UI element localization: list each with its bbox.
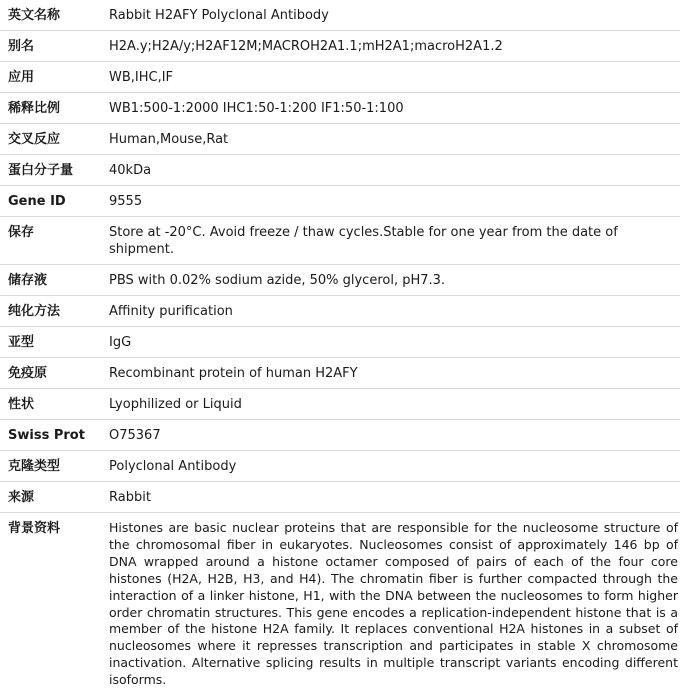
spec-row-application — [0, 62, 680, 93]
spec-row-cross-reactivity — [0, 124, 680, 155]
spec-row-buffer — [0, 265, 680, 296]
spec-key: 蛋白分子量 — [0, 155, 109, 186]
spec-row-isotype — [0, 327, 680, 358]
spec-value: O75367 — [109, 420, 680, 451]
spec-key: 应用 — [0, 62, 109, 93]
spec-value-background: Histones are basic nuclear proteins that are responsible for the nucleosome structure of the chromosomal fiber in eukaryotes. Nucleosomes consist of approximately 146 bp of DNA wrapped around a histone octamer composed of pairs of each of the four core histones (H2A, H2B, H3, and H4). The chromatin fiber is further compacted through the interaction of a linker histone, H1, with the DNA between the nucleosomes to form higher order chromatin structures. This gene encodes a replication-independent histone that is a member of the histone H2A family. It replaces conventional H2A histones in a subset of nucleosomes where it represses transcription and participates in stable X chromosome inactivation. Alternative splicing results in multiple transcript variants encoding different isoforms. — [109, 513, 680, 695]
spec-value: WB,IHC,IF — [109, 62, 680, 93]
spec-key: 背景资料 — [0, 513, 109, 695]
spec-value: H2A.y;H2A/y;H2AF12M;MACROH2A1.1;mH2A1;macroH2A1.2 — [109, 31, 680, 62]
spec-value: 40kDa — [109, 155, 680, 186]
spec-value: Rabbit — [109, 482, 680, 513]
spec-row-alias — [0, 31, 680, 62]
spec-value: PBS with 0.02% sodium azide, 50% glycerol, pH7.3. — [109, 265, 680, 296]
spec-key: 性状 — [0, 389, 109, 420]
spec-key: 稀释比例 — [0, 93, 109, 124]
spec-key: 交叉反应 — [0, 124, 109, 155]
spec-value: Recombinant protein of human H2AFY — [109, 358, 680, 389]
spec-value: Store at -20°C. Avoid freeze / thaw cycles.Stable for one year from the date of shipment. — [109, 217, 680, 265]
spec-value: Rabbit H2AFY Polyclonal Antibody — [109, 0, 680, 31]
spec-value: Human,Mouse,Rat — [109, 124, 680, 155]
spec-key: 英文名称 — [0, 0, 109, 31]
spec-key: 克隆类型 — [0, 451, 109, 482]
spec-row-gene-id — [0, 186, 680, 217]
spec-row-english-name — [0, 0, 680, 31]
spec-key: 来源 — [0, 482, 109, 513]
spec-value: 9555 — [109, 186, 680, 217]
spec-row-host — [0, 482, 680, 513]
spec-key: 亚型 — [0, 327, 109, 358]
spec-row-immunogen — [0, 358, 680, 389]
spec-row-clonality — [0, 451, 680, 482]
spec-key: 别名 — [0, 31, 109, 62]
spec-value: IgG — [109, 327, 680, 358]
spec-row-swiss-prot — [0, 420, 680, 451]
spec-key: 免疫原 — [0, 358, 109, 389]
spec-value: Affinity purification — [109, 296, 680, 327]
spec-key: Swiss Prot — [0, 420, 109, 451]
spec-value: WB1:500-1:2000 IHC1:50-1:200 IF1:50-1:100 — [109, 93, 680, 124]
spec-row-storage — [0, 217, 680, 265]
spec-key: 纯化方法 — [0, 296, 109, 327]
spec-key: Gene ID — [0, 186, 109, 217]
spec-row-purification — [0, 296, 680, 327]
spec-value: Polyclonal Antibody — [109, 451, 680, 482]
spec-key: 保存 — [0, 217, 109, 265]
spec-row-form — [0, 389, 680, 420]
spec-row-molecular-weight — [0, 155, 680, 186]
spec-row-background — [0, 513, 680, 695]
spec-key: 储存液 — [0, 265, 109, 296]
spec-value: Lyophilized or Liquid — [109, 389, 680, 420]
spec-row-dilution — [0, 93, 680, 124]
